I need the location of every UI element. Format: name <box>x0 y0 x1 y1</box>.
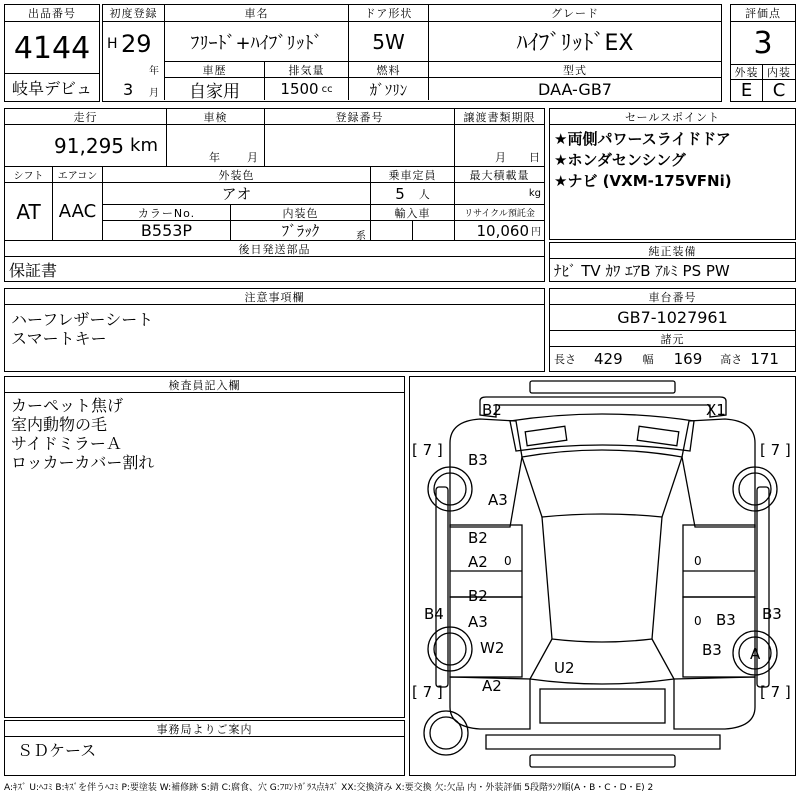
inspector-line-3: サイドミラーＡ <box>11 434 122 453</box>
insp-year-unit: 年 <box>209 151 220 164</box>
history-label: 車歴 <box>165 62 265 78</box>
model: DAA-GB7 <box>538 79 612 99</box>
color-label: 外装色 <box>103 167 371 183</box>
width: 169 <box>673 350 703 368</box>
later-parts: 保証書 <box>9 260 58 280</box>
ac: AAC <box>53 183 103 241</box>
reg-year-unit: 年 <box>149 66 159 77</box>
intcolor-unit: 系 <box>356 231 366 241</box>
reg-label: 初度登録 <box>103 5 165 22</box>
mileage-unit: km <box>130 135 158 156</box>
car-diagram-svg <box>410 377 795 775</box>
grade-label: グレード <box>429 5 721 22</box>
later-parts-label: 後日発送部品 <box>5 241 544 257</box>
equipment-box <box>549 242 796 282</box>
left-rocker <box>436 487 448 687</box>
recycle-cell <box>455 221 544 241</box>
color: アオ <box>103 183 371 205</box>
chassis-box <box>549 288 796 372</box>
mileage-cell <box>5 125 167 167</box>
mark-left-rear-quarter: W2 <box>480 639 505 657</box>
reg-cell <box>103 22 165 100</box>
reg-era: H <box>107 36 118 52</box>
equipment-label: 純正装備 <box>550 243 795 259</box>
load-cell <box>455 183 544 205</box>
history: 自家用 <box>165 78 265 100</box>
front-bumper-top <box>530 381 675 393</box>
roof <box>542 517 662 642</box>
right-front-fender <box>682 419 755 527</box>
door-label: ドア形状 <box>349 5 429 22</box>
mark-right-front-door-edge: 0 <box>694 554 702 568</box>
damage-diagram <box>409 376 796 776</box>
capacity: 5 <box>395 184 405 203</box>
reg-year: 29 <box>121 30 152 58</box>
colorno-label: カラーNo. <box>103 205 231 221</box>
intcolor: ﾌﾞﾗｯｸ <box>281 222 320 240</box>
dims-row <box>550 347 795 371</box>
mark-left-front-door-area: A3 <box>488 491 508 509</box>
capacity-unit: 人 <box>418 187 430 201</box>
rear-window <box>530 639 674 684</box>
mark-left-rocker: B4 <box>424 605 444 623</box>
import-cell-a <box>371 221 413 241</box>
import-cell-b <box>413 221 455 241</box>
recycle-unit: 円 <box>531 227 541 238</box>
inspector-line-2: 室内動物の毛 <box>11 415 108 434</box>
mileage: 91,295 <box>54 133 125 158</box>
tire-mark-rear-right: [ 7 ] <box>760 683 791 701</box>
model-label: 型式 <box>429 62 721 78</box>
transfer-label: 譲渡書類期限 <box>455 109 544 125</box>
note-line-2: スマートキー <box>11 329 107 348</box>
office-text: ＳＤケース <box>17 741 97 760</box>
inspector-box <box>4 376 405 718</box>
sales-point-1: ★両側パワースライドドア <box>554 130 731 148</box>
tire-mark-rear-left: [ 7 ] <box>412 683 443 701</box>
office-box <box>4 720 405 776</box>
recycle-label: リサイクル預託金 <box>455 205 544 221</box>
mark-right-rocker: B3 <box>762 605 782 623</box>
mark-right-rear-door-edge: 0 <box>694 614 702 628</box>
int-score: C <box>772 80 786 101</box>
length-label: 長さ <box>554 353 576 366</box>
ext-label: 外装 <box>731 64 763 80</box>
sales-point-2: ★ホンダセンシング <box>554 151 686 169</box>
chassis-label: 車台番号 <box>550 289 795 305</box>
car-name-label: 車名 <box>165 5 349 22</box>
ext-score: E <box>731 80 763 101</box>
inspection-label: 車検 <box>167 109 265 125</box>
int-label: 内装 <box>763 64 795 80</box>
left-front-fender <box>450 419 522 527</box>
vehicle-info-box <box>102 4 722 102</box>
length: 429 <box>594 350 623 368</box>
score-box <box>730 4 796 102</box>
tailgate <box>540 689 665 723</box>
ac-label: エアコン <box>53 167 103 183</box>
mark-rear-center: U2 <box>554 659 575 677</box>
transfer-day-unit: 日 <box>529 151 540 164</box>
reg-month: 3 <box>123 80 134 99</box>
mark-left-rear-door-bottom: A3 <box>468 613 488 631</box>
mark-left-front-door-bottom: A2 <box>468 553 488 571</box>
tire-mark-front-right: [ 7 ] <box>760 441 791 459</box>
import-label: 輸入車 <box>371 205 455 221</box>
headlight-left <box>525 426 567 445</box>
load-unit: kg <box>528 188 541 199</box>
mark-left-front-door-top: B2 <box>468 529 488 547</box>
inspector-line-4: ロッカーカバー割れ <box>11 453 155 472</box>
intcolor-cell <box>231 221 371 241</box>
lot-number-label: 出品番号 <box>5 5 99 22</box>
rear-bumper <box>486 735 720 749</box>
legend-footer: A:ｷｽﾞ U:ﾍｺﾐ B:ｷｽﾞを伴うﾍｺﾐ P:要塗装 W:補修跡 S:錆 C:腐食、穴 G:ﾌﾛﾝﾄｶﾞﾗｽ点ｷｽﾞ XX:交換済み X:要交換 欠:欠品 内・外装評価 5段階ﾗﾝｸ順(A・B・C・D・E) 2 <box>4 783 654 793</box>
width-label: 幅 <box>642 353 654 366</box>
mark-front-bumper-right: X1 <box>706 401 726 419</box>
score: 3 <box>753 25 773 61</box>
intcolor-label: 内装色 <box>231 205 371 221</box>
mileage-label: 走行 <box>5 109 167 125</box>
displacement-unit: cc <box>321 83 333 95</box>
equipment-items: ﾅﾋﾞ TV ｶﾜ ｴｱB ｱﾙﾐ PS PW <box>554 261 730 280</box>
insp-month-unit: 月 <box>247 151 258 164</box>
displacement-label: 排気量 <box>265 62 349 78</box>
height: 171 <box>750 350 779 368</box>
inspector-line-1: カーペット焦げ <box>11 396 124 415</box>
reg-month-unit: 月 <box>149 88 159 99</box>
mark-rear-left: A2 <box>482 677 502 695</box>
colorno: B553P <box>103 221 231 241</box>
right-rear-quarter <box>674 677 755 729</box>
mark-left-rear-door-top: B2 <box>468 587 488 605</box>
rear-bumper-bottom <box>530 755 675 767</box>
notes-box <box>4 288 545 372</box>
displacement-cell <box>265 78 349 100</box>
lot-number: 4144 <box>13 30 91 66</box>
height-label: 高さ <box>720 353 743 366</box>
car-name: ﾌﾘｰﾄﾞ+ﾊｲﾌﾞﾘｯﾄﾞ <box>165 22 349 62</box>
sales-points-box <box>549 108 796 240</box>
venue: 岐阜デビュ <box>5 73 99 101</box>
lot-number-box <box>4 4 100 102</box>
displacement: 1500 <box>280 80 319 98</box>
windshield <box>522 450 682 517</box>
plate-label: 登録番号 <box>265 109 455 125</box>
inspector-label: 検査員記入欄 <box>5 377 404 393</box>
door-type: 5W <box>349 22 429 62</box>
mark-right-rear-upper: B3 <box>716 611 736 629</box>
tire-mark-front-left: [ 7 ] <box>412 441 443 459</box>
transfer-month-unit: 月 <box>495 151 506 164</box>
details-box <box>4 108 545 282</box>
mark-right-rear: B3 <box>702 641 722 659</box>
grade: ﾊｲﾌﾞﾘｯﾄﾞEX <box>429 22 721 62</box>
mark-left-front-door-edge: 0 <box>504 554 512 568</box>
spare-wheel-inner <box>430 717 462 749</box>
headlight-right <box>637 426 679 445</box>
mark-left-fender: B3 <box>468 451 488 469</box>
hood <box>510 414 694 451</box>
load-label: 最大積載量 <box>455 167 544 183</box>
shift-label: シフト <box>5 167 53 183</box>
sales-point-3: ★ナビ (VXM-175VFNi) <box>554 172 732 190</box>
office-label: 事務局よりご案内 <box>5 721 404 737</box>
note-line-1: ハーフレザーシート <box>11 310 154 329</box>
mark-rear-wheel-right: A <box>750 645 761 663</box>
sales-points-label: セールスポイント <box>550 109 795 125</box>
transfer-cell <box>455 125 544 167</box>
dims-label: 諸元 <box>550 331 795 347</box>
fuel: ｶﾞｿﾘﾝ <box>349 78 429 100</box>
fuel-label: 燃料 <box>349 62 429 78</box>
recycle: 10,060 <box>476 221 529 240</box>
shift: AT <box>5 183 53 241</box>
chassis-number: GB7-1027961 <box>550 305 795 331</box>
capacity-label: 乗車定員 <box>371 167 455 183</box>
notes-label: 注意事項欄 <box>5 289 544 305</box>
capacity-cell <box>371 183 455 205</box>
mark-front-bumper-left: B2 <box>482 401 502 419</box>
plate-number <box>265 125 455 167</box>
score-label: 評価点 <box>731 5 795 22</box>
inspection-cell <box>167 125 265 167</box>
